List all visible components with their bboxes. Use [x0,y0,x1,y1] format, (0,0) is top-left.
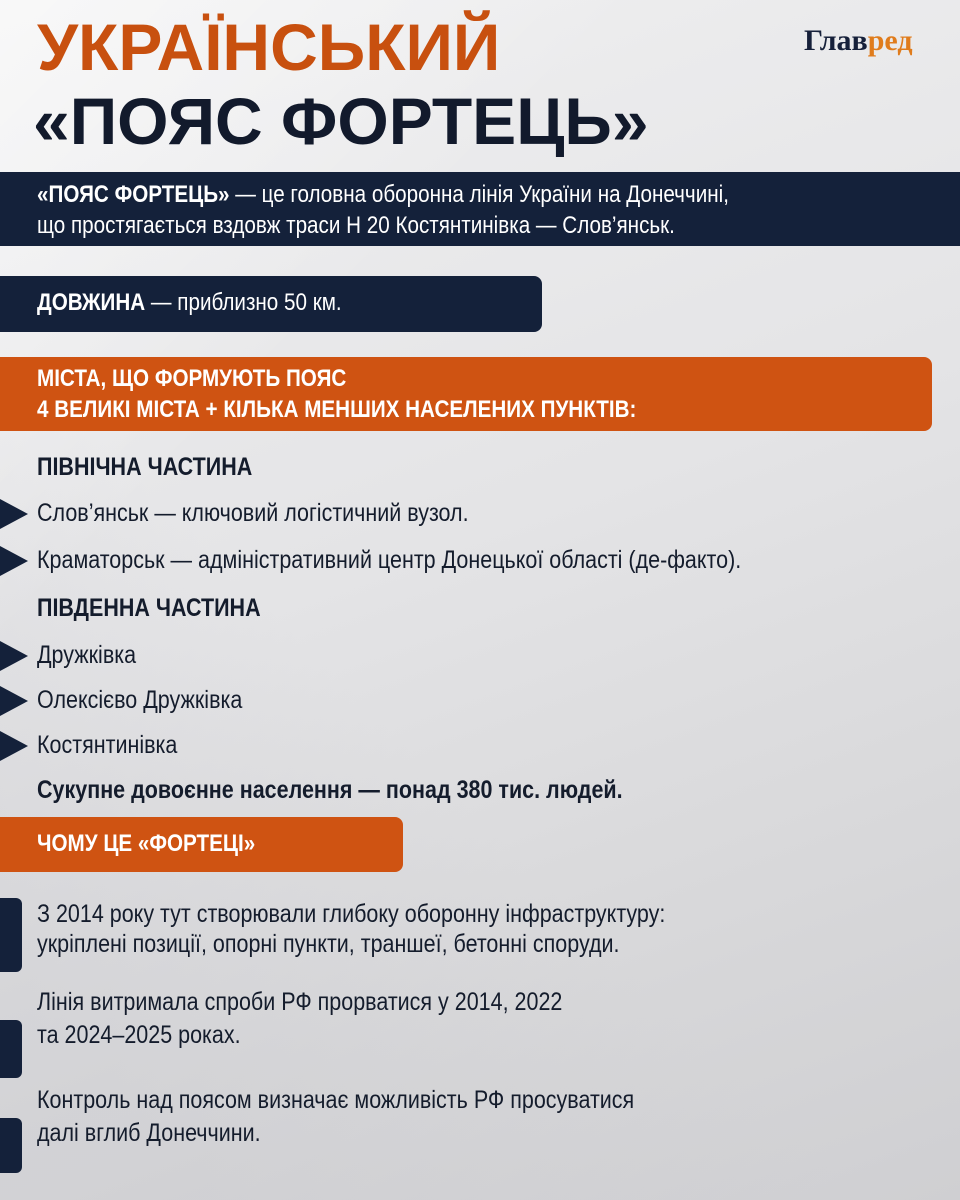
bullet-triangle-icon [0,641,28,671]
north-heading: ПІВНІЧНА ЧАСТИНА [37,453,253,481]
page-title-line2: «ПОЯС ФОРТЕЦЬ» [33,84,649,158]
south-heading: ПІВДЕННА ЧАСТИНА [37,594,261,622]
bullet-triangle-icon [0,546,28,576]
why-paragraph-line: далі вглиб Донеччини. [37,1119,261,1147]
glavred-logo: Главред [804,24,913,57]
bullet-triangle-icon [0,731,28,761]
length-text: ДОВЖИНА — приблизно 50 км. [37,289,342,316]
paragraph-marker [0,1020,22,1078]
paragraph-marker [0,1118,22,1173]
north-item: Слов’янськ — ключовий логістичний вузол. [37,499,469,527]
why-paragraph-line: Лінія витримала спроби РФ прорватися у 2014, 2022 [37,988,563,1016]
south-item: Дружківка [37,641,137,669]
why-paragraph-line: укріплені позиції, опорні пункти, траншеї, бетонні споруди. [37,930,620,958]
north-item: Краматорськ — адміністративний центр Донецької області (де-факто). [37,546,742,574]
why-paragraph-line: З 2014 року тут створювали глибоку оборонну інфраструктуру: [37,900,666,928]
why-paragraph-line: Контроль над поясом визначає можливість РФ просуватися [37,1086,635,1114]
paragraph-marker [0,898,22,972]
population-text: Сукупне довоєнне населення — понад 380 тис. людей. [37,776,623,804]
south-item: Олексієво Дружківка [37,686,243,714]
why-paragraph-line: та 2024–2025 роках. [37,1021,241,1049]
intro-line2: що простягається вздовж траси Н 20 Костянтинівка — Слов’янськ. [37,212,675,239]
bullet-triangle-icon [0,686,28,716]
bullet-triangle-icon [0,499,28,529]
cities-header-line1: МІСТА, ЩО ФОРМУЮТЬ ПОЯС [37,365,347,392]
page-title-line1: УКРАЇНСЬКИЙ [37,10,501,84]
cities-header-line2: 4 ВЕЛИКІ МІСТА + КІЛЬКА МЕНШИХ НАСЕЛЕНИХ ПУНКТІВ: [37,396,637,423]
south-item: Костянтинівка [37,731,178,759]
intro-line1: «ПОЯС ФОРТЕЦЬ» — це головна оборонна лінія України на Донеччині, [37,181,729,208]
why-heading: ЧОМУ ЦЕ «ФОРТЕЦІ» [37,830,256,857]
